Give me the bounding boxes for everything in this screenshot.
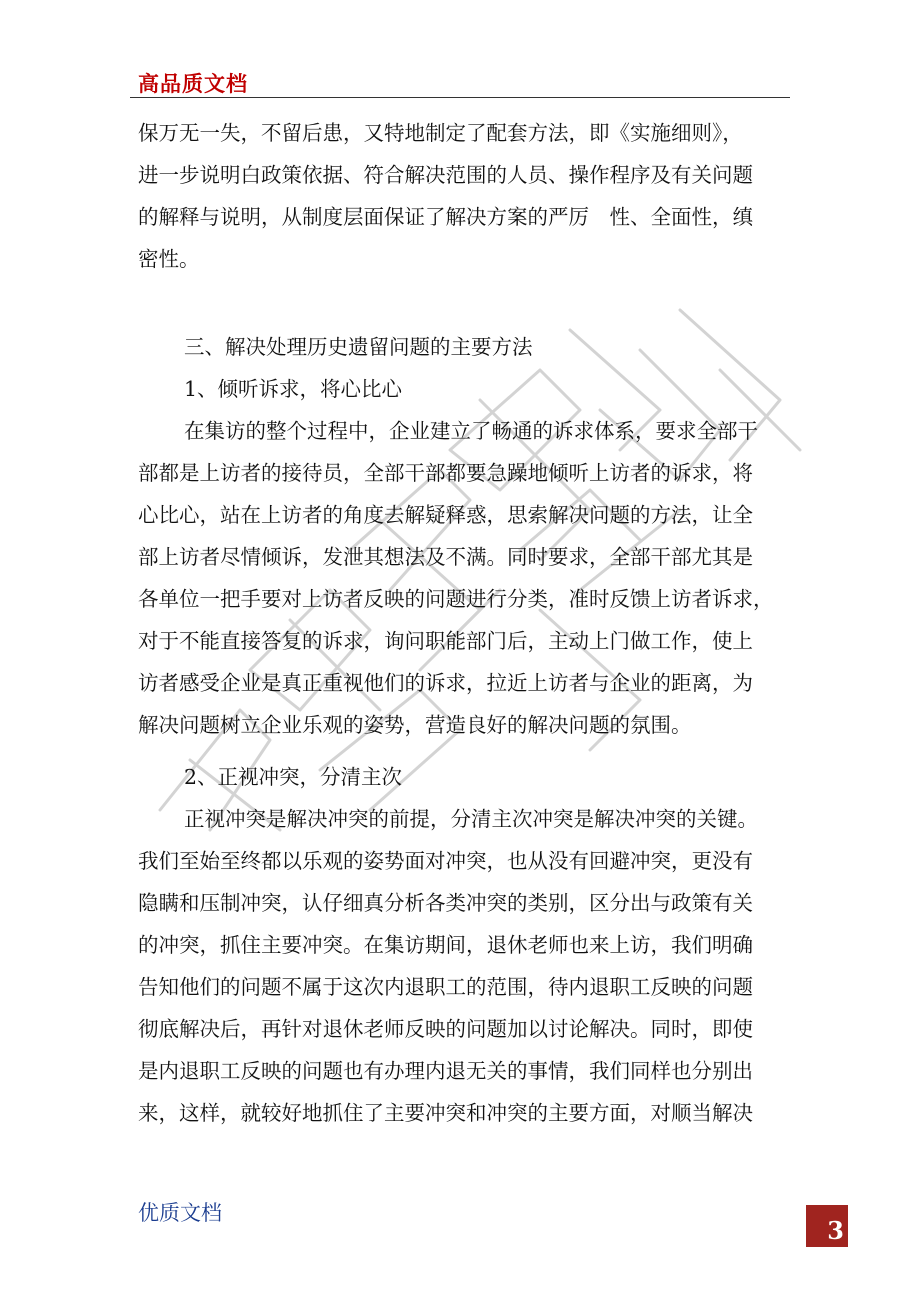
body-line: 各单位一把手要对上访者反映的问题进行分类，准时反馈上访者诉求，	[138, 587, 774, 611]
footer-title: 优质文档	[138, 1201, 222, 1225]
body-line: 部上访者尽情倾诉，发泄其想法及不满。同时要求，全部干部尤其是	[138, 545, 753, 569]
body-line: 保万无一失，不留后患，又特地制定了配套方法，即《实施细则》，	[138, 121, 743, 145]
body-line: 告知他们的问题不属于这次内退职工的范围，待内退职工反映的问题	[138, 975, 753, 999]
body-line: 2、正视冲突，分清主次	[184, 765, 403, 789]
body-line: 我们至始至终都以乐观的姿势面对冲突，也从没有回避冲突，更没有	[138, 849, 753, 873]
body-line: 访者感受企业是真正重视他们的诉求，拉近上访者与企业的距离，为	[138, 671, 753, 695]
body-line: 正视冲突是解决冲突的前提，分清主次冲突是解决冲突的关键。	[184, 807, 758, 831]
body-line: 的解释与说明，从制度层面保证了解决方案的严厉 性、全面性，缜	[138, 205, 753, 229]
body-line: 来，这样，就较好地抓住了主要冲突和冲突的主要方面，对顺当解决	[138, 1101, 753, 1125]
body-line: 三、解决处理历史遗留问题的主要方法	[184, 335, 533, 359]
body-line: 密性。	[138, 247, 200, 271]
body-line: 是内退职工反映的问题也有办理内退无关的事情，我们同样也分别出	[138, 1059, 753, 1083]
body-line: 彻底解决后，再针对退休老师反映的问题加以讨论解决。同时，即使	[138, 1017, 753, 1041]
body-line: 隐瞒和压制冲突，认仔细真分析各类冲突的类别，区分出与政策有关	[138, 891, 753, 915]
body-line: 部都是上访者的接待员，全部干部都要急躁地倾听上访者的诉求，将	[138, 461, 753, 485]
page-number-badge: 3	[806, 1205, 848, 1247]
body-line: 在集访的整个过程中，企业建立了畅通的诉求体系，要求全部干	[184, 419, 758, 443]
header-title: 高品质文档	[138, 72, 248, 96]
header-rule	[130, 97, 790, 98]
body-line: 进一步说明白政策依据、符合解决范围的人员、操作程序及有关问题	[138, 163, 753, 187]
body-line: 的冲突，抓住主要冲突。在集访期间，退休老师也来上访，我们明确	[138, 933, 753, 957]
body-line: 1、倾听诉求，将心比心	[184, 377, 403, 401]
body-line: 解决问题树立企业乐观的姿势，营造良好的解决问题的氛围。	[138, 713, 692, 737]
body-line: 心比心，站在上访者的角度去解疑释惑，思索解决问题的方法，让全	[138, 503, 753, 527]
body-line: 对于不能直接答复的诉求，询问职能部门后，主动上门做工作，使上	[138, 629, 753, 653]
